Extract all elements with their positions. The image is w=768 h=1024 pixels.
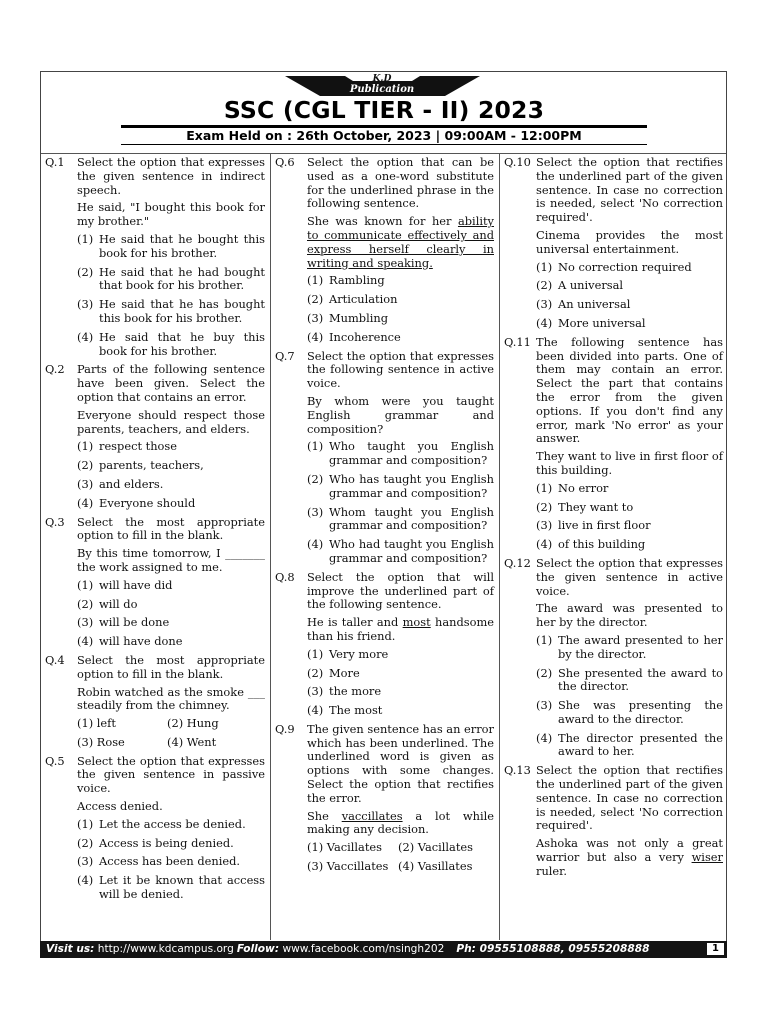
question-text: Select the most appropriate option to fill in the blank. [77,652,265,681]
question-6 [271,156,494,345]
visit-label: Visit us: [46,943,95,955]
option-3[interactable]: (3) Rose [77,734,125,749]
question-12 [500,557,723,759]
question-number: Q.6 [275,155,295,169]
question-sentence: Cinema provides the most universal entertainment. [536,227,723,256]
option-2[interactable]: (2) He said that he had bought that book for his brother. [77,264,265,293]
facebook-link[interactable]: www.facebook.com/nsingh202 [279,943,445,955]
phone-numbers: 09555108888, 09555208888 [475,943,650,955]
question-text: Select the most appropriate option to fill in the blank. [77,514,265,543]
option-1[interactable]: (1) No error [536,480,609,495]
website-link[interactable]: http://www.kdcampus.org [94,943,234,955]
question-sentence: He is taller and most handsome than his friend. [307,615,494,643]
page-number: 1 [707,943,724,955]
question-text: The following sentence has been divided into parts. One of them may contain an error. Select the part that contains the error from the given options. If you don't find any error, mark 'No error' as your answer. [536,334,723,446]
question-number: Q.8 [275,569,295,584]
option-1[interactable]: (1) He said that he bought this book for his brother. [77,231,265,260]
question-text: Select the option that will improve the underlined part of the following sentence. [307,569,494,612]
option-1[interactable]: (1) No correction required [536,259,692,274]
option-2[interactable]: (2) Vacillates [398,840,473,855]
column-1 [41,156,265,907]
option-1[interactable]: (1) Very more [307,646,389,661]
column-3 [500,156,723,879]
question-number: Q.4 [45,652,65,667]
option-3[interactable]: (3) Mumbling [307,310,389,325]
question-number: Q.11 [504,334,531,349]
question-text: The given sentence has an error which has been underlined. The underlined word is given as options with some changes. Select the option that rectifies the error. [307,721,494,805]
question-number: Q.7 [275,348,295,363]
question-sentence: By this time tomorrow, I _______ the work assigned to me. [77,546,265,574]
question-number: Q.9 [275,721,295,736]
question-text: Select the option that rectifies the underlined part of the given sentence. In case no correction is needed, select 'No correction required'. [536,155,723,225]
exam-held-rule [121,144,647,145]
option-3[interactable]: (3) An universal [536,297,631,312]
option-3[interactable]: (3) She was presenting the award to the director. [536,698,723,726]
question-number: Q.10 [504,155,531,169]
question-9 [271,723,494,874]
question-7 [271,350,494,566]
question-sentence: By whom were you taught English grammar and composition? [307,393,494,436]
option-4[interactable]: (4) The director presented the award to her. [536,730,723,759]
option-3[interactable]: (3) will be done [77,615,170,630]
option-1[interactable]: (1) left [77,716,116,731]
page-title: SSC (CGL TIER - II) 2023 [223,96,545,124]
option-3[interactable]: (3) the more [307,684,382,699]
question-5 [41,755,265,902]
option-2[interactable]: (2) will do [77,596,138,611]
question-number: Q.13 [504,763,531,778]
question-number: Q.2 [45,362,65,377]
follow-label: Follow: [236,943,280,955]
option-4[interactable]: (4) Who had taught you English grammar and composition? [307,537,494,565]
publication-logo [285,72,480,98]
logo-line1: K.D [372,74,392,84]
header-divider [41,153,726,154]
option-2[interactable]: (2) Who has taught you English grammar and composition? [307,471,494,500]
question-text: Select the option that expresses the following sentence in active voice. [307,348,494,391]
question-2 [41,363,265,510]
option-1[interactable]: (1) Let the access be denied. [77,816,246,831]
option-2[interactable]: (2) She presented the award to the director. [536,665,723,694]
question-sentence: She vaccillates a lot while making any decision. [307,808,494,837]
question-text: Select the option that can be used as a one-word substitute for the underlined phrase in the following sentence. [307,155,494,211]
question-11 [500,336,723,552]
question-sentence: Access denied. [77,799,163,814]
option-4[interactable]: (4) Let it be known that access will be denied. [77,873,265,902]
question-number: Q.5 [45,753,65,768]
question-number: Q.12 [504,555,531,570]
option-3[interactable]: (3) He said that he has bought this book for his brother. [77,297,265,325]
question-8 [271,571,494,718]
option-1[interactable]: (1) respect those [77,439,177,454]
option-2[interactable]: (2) Hung [167,716,219,731]
logo-line2: Publication [349,84,415,95]
option-4[interactable]: (4) Incoherence [307,329,401,344]
question-text: Select the option that expresses the given sentence in indirect speech. [77,155,265,197]
question-sentence: The award was presented to her by the director. [536,601,723,630]
option-3[interactable]: (3) Access has been denied. [77,854,241,869]
exam-held-line: Exam Held on : 26th October, 2023 | 09:00AM - 12:00PM [186,128,582,143]
option-4[interactable]: (4) of this building [536,537,646,552]
question-1 [41,156,265,358]
question-sentence: Everyone should respect those parents, teachers, and elders. [77,407,265,436]
question-sentence: He said, "I bought this book for my brother." [77,200,265,229]
option-3[interactable]: (3) and elders. [77,476,164,491]
option-2[interactable]: (2) parents, teachers, [77,458,204,473]
question-text: Parts of the following sentence have been given. Select the option that contains an error. [77,362,265,404]
option-4[interactable]: (4) The most [307,703,383,718]
question-sentence: They want to live in first floor of this building. [536,449,723,477]
question-3 [41,516,265,649]
option-4[interactable]: (4) Everyone should [77,495,196,510]
option-3[interactable]: (3) Whom taught you English grammar and composition? [307,504,494,533]
option-3[interactable]: (3) live in first floor [536,518,651,533]
option-2[interactable]: (2) A universal [536,278,624,293]
question-number: Q.1 [45,155,65,169]
option-2[interactable]: (2) More [307,665,360,680]
column-2 [271,156,494,879]
question-sentence: Robin watched as the smoke ___ steadily from the chimney. [77,684,265,713]
option-2[interactable]: (2) Access is being denied. [77,835,234,850]
question-number: Q.3 [45,514,65,529]
option-3[interactable]: (3) Vaccillates [307,859,389,874]
option-1[interactable]: (1) Rambling [307,273,385,288]
option-4[interactable]: (4) Vasillates [398,859,473,874]
question-sentence: She was known for her ability to communicate effectively and express herself clearly in writing and speaking. [307,214,494,270]
option-1[interactable]: (1) The award presented to her by the director. [536,632,723,661]
question-10 [500,156,723,331]
option-1[interactable]: (1) Who taught you English grammar and composition? [307,439,494,468]
question-sentence: Ashoka was not only a great warrior but also a very wiser ruler. [536,836,723,878]
question-13 [500,764,723,878]
option-4[interactable]: (4) He said that he buy this book for his brother. [77,329,265,358]
question-text: Select the option that rectifies the underlined part of the given sentence. In case no correction is needed, select 'No correction required'. [536,763,723,833]
phone-label: Ph: [456,943,476,955]
question-text: Select the option that expresses the given sentence in passive voice. [77,753,265,796]
question-text: Select the option that expresses the given sentence in active voice. [536,555,723,598]
option-1[interactable]: (1) will have did [77,577,173,592]
footer-bar [40,941,727,958]
option-4[interactable]: (4) Went [167,734,217,749]
option-2[interactable]: (2) Articulation [307,292,398,307]
question-4 [41,654,265,750]
option-1[interactable]: (1) Vacillates [307,840,382,855]
option-4[interactable]: (4) More universal [536,315,646,330]
option-4[interactable]: (4) will have done [77,634,183,649]
option-2[interactable]: (2) They want to [536,499,634,514]
